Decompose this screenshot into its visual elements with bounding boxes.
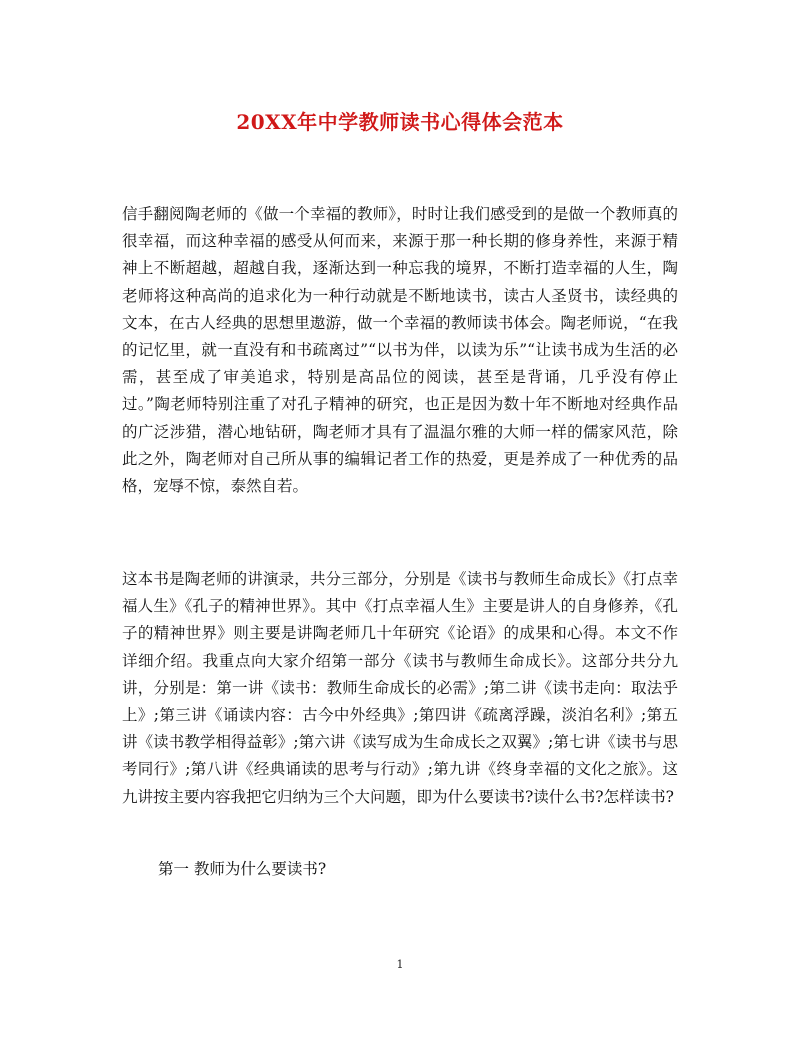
section-heading: 第一 教师为什么要读书?	[158, 860, 327, 878]
body-paragraph-1: 信手翻阅陶老师的《做一个幸福的教师》，时时让我们感受到的是做一个教师真的很幸福，而这种幸福的感受从何而来，来源于那一种长期的修身养性，来源于精神上不断超越，超越自我，逐渐达到一种忘我的境界，不断打造幸福的人生，陶老师将这种高尚的追求化为一种行动就是不断地读书，读古人圣贤书，读经典的文本，在古人经典的思想里遨游，做一个幸福的教师读书体会。陶老师说，“在我的记忆里，就一直没有和书疏离过”“以书为伴，以读为乐”“让读书成为生活的必需，甚至成了审美追求，特别是高品位的阅读，甚至是背诵，几乎没有停止过。”陶老师特别注重了对孔子精神的研究，也正是因为数十年不断地对经典作品的广泛涉猎，潜心地钻研，陶老师才具有了温温尔雅的大师一样的儒家风范，除此之外，陶老师对自己所从事的编辑记者工作的热爱，更是养成了一种优秀的品格，宠辱不惊，泰然自若。	[122, 205, 678, 496]
body-paragraph-2: 这本书是陶老师的讲演录，共分三部分，分别是《读书与教师生命成长》《打点幸福人生》《孔子的精神世界》。其中《打点幸福人生》主要是讲人的自身修养，《孔子的精神世界》则主要是讲陶老师几十年研究《论语》的成果和心得。本文不作详细介绍。我重点向大家介绍第一部分《读书与教师生命成长》。这部分共分九讲，分别是：第一讲《读书：教师生命成长的必需》;第二讲《读书走向：取法乎上》;第三讲《诵读内容：古今中外经典》;第四讲《疏离浮躁，淡泊名利》;第五讲《读书教学相得益彰》;第六讲《读写成为生命成长之双翼》;第七讲《读书与思考同行》;第八讲《经典诵读的思考与行动》;第九讲《终身幸福的文化之旅》。这九讲按主要内容我把它归纳为三个大问题，即为什么要读书?读什么书?怎样读书?	[122, 570, 678, 806]
page-number: 1	[396, 958, 404, 971]
document-title: 20XX年中学教师读书心得体会范本	[236, 110, 564, 134]
